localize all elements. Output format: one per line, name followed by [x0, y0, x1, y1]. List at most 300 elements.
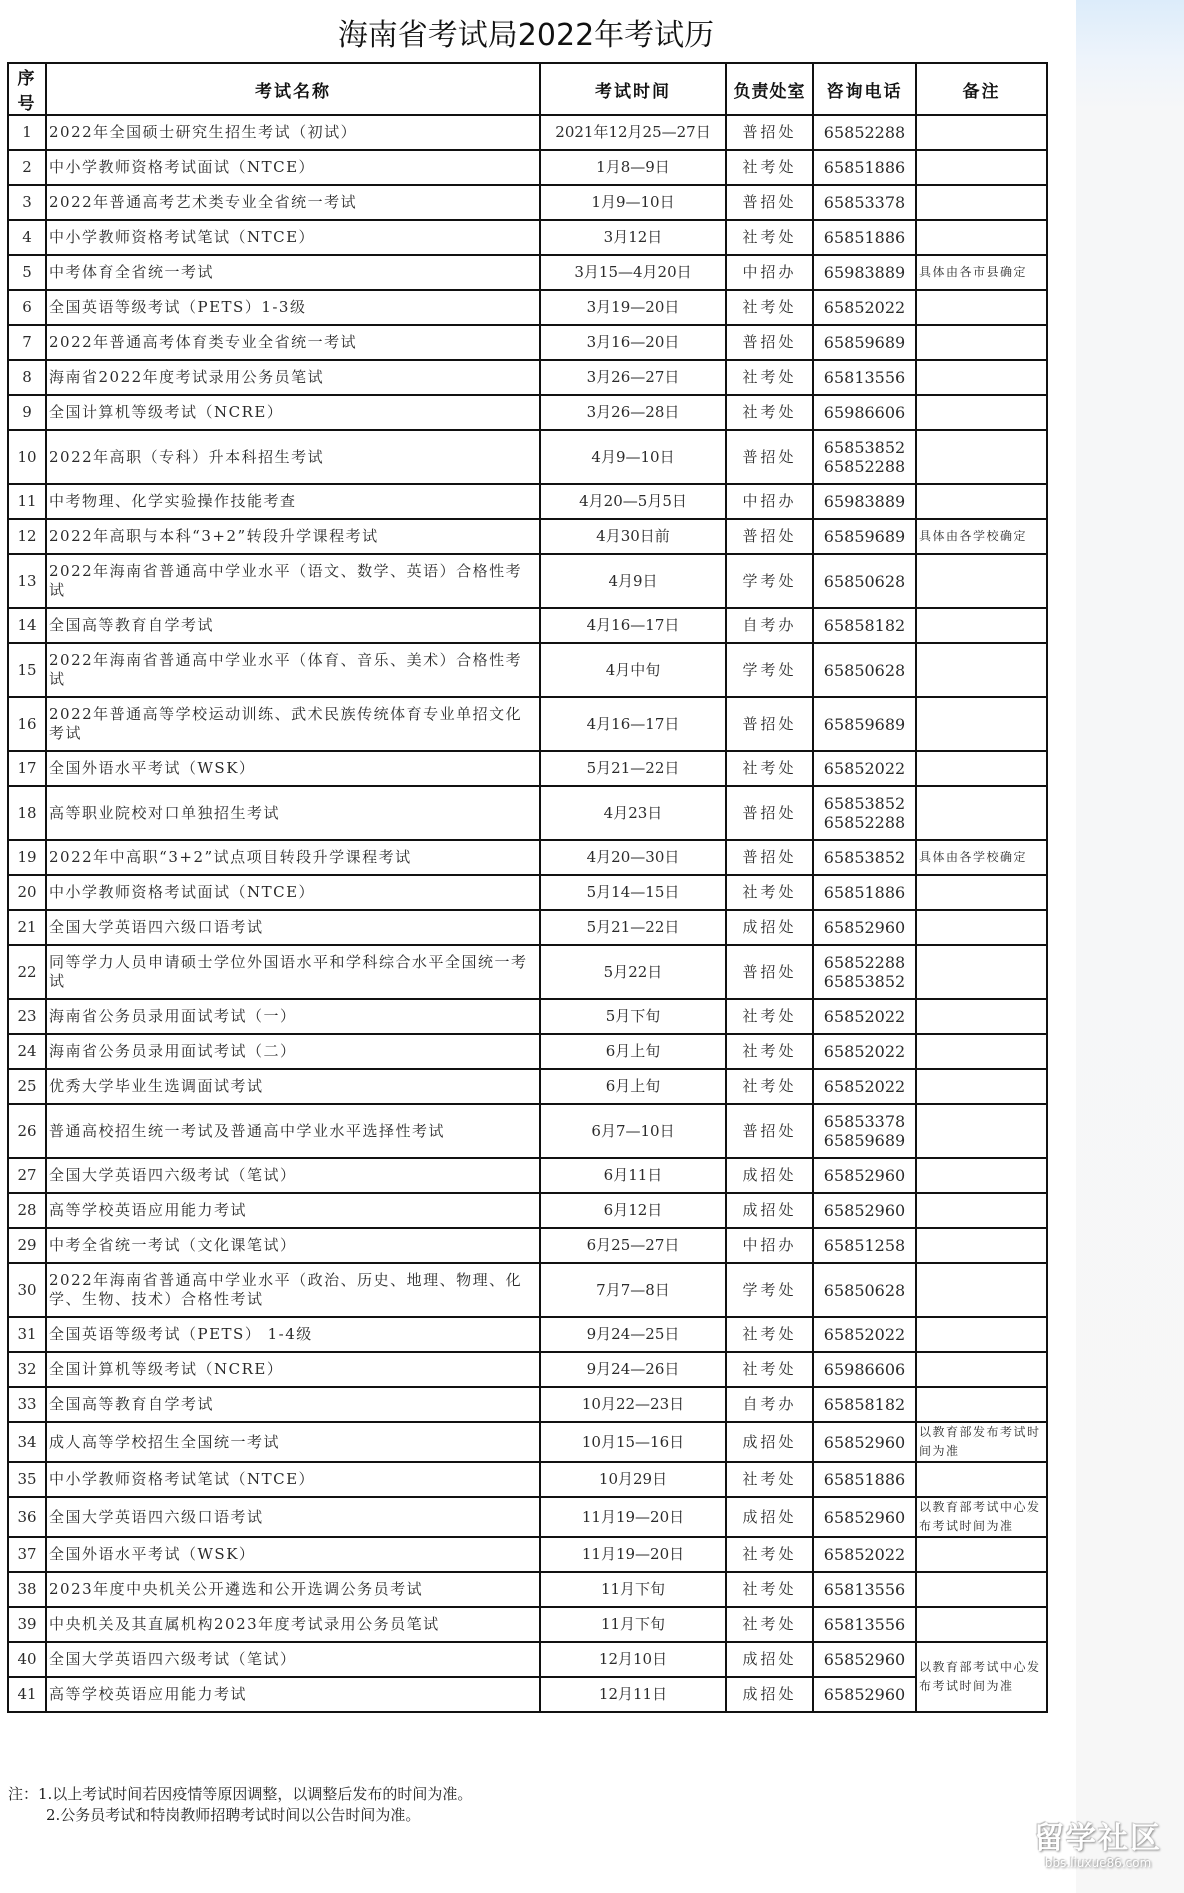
row-exam-name: 2022年普通高考艺术类专业全省统一考试 — [46, 185, 540, 220]
row-exam-time: 6月25—27日 — [540, 1228, 726, 1263]
table-row — [8, 1193, 1047, 1228]
row-seq: 40 — [8, 1642, 46, 1677]
row-exam-time: 6月11日 — [540, 1158, 726, 1193]
row-seq: 37 — [8, 1537, 46, 1572]
row-department: 普招处 — [726, 786, 813, 840]
phone-number: 65852288 — [823, 813, 906, 832]
row-seq: 30 — [8, 1263, 46, 1317]
row-remark — [916, 697, 1047, 751]
row-exam-name: 2023年度中央机关公开遴选和公开选调公务员考试 — [46, 1572, 540, 1607]
phone-number: 65859689 — [823, 1131, 906, 1150]
row-exam-name: 2022年海南省普通高中学业水平（体育、音乐、美术）合格性考试 — [46, 643, 540, 697]
phone-number: 65850628 — [823, 1280, 906, 1300]
row-exam-name: 2022年普通高考体育类专业全省统一考试 — [46, 325, 540, 360]
row-department: 自考办 — [726, 608, 813, 643]
row-seq: 26 — [8, 1104, 46, 1158]
phone-number: 65858182 — [823, 1395, 906, 1414]
row-department: 社考处 — [726, 1537, 813, 1572]
row-remark — [916, 999, 1047, 1034]
row-department: 普招处 — [726, 840, 813, 875]
table-row — [8, 999, 1047, 1034]
row-department: 社考处 — [726, 360, 813, 395]
row-exam-name: 中小学教师资格考试笔试（NTCE） — [46, 1462, 540, 1497]
row-phone — [813, 484, 916, 519]
row-phone — [813, 554, 916, 608]
page-title: 海南省考试局2022年考试历 — [337, 18, 715, 53]
phone-number: 65813556 — [823, 1580, 906, 1599]
row-seq: 23 — [8, 999, 46, 1034]
row-seq: 14 — [8, 608, 46, 643]
row-department: 普招处 — [726, 115, 813, 150]
row-phone — [813, 220, 916, 255]
watermark-logo-text: 留学社区 — [1034, 1821, 1162, 1856]
row-exam-time: 10月22—23日 — [540, 1387, 726, 1422]
row-exam-name: 高等学校英语应用能力考试 — [46, 1677, 540, 1712]
row-exam-time: 4月23日 — [540, 786, 726, 840]
row-phone — [813, 519, 916, 554]
row-remark — [916, 1158, 1047, 1193]
row-phone — [813, 290, 916, 325]
row-phone — [813, 840, 916, 875]
row-remark — [916, 1317, 1047, 1352]
row-exam-name: 2022年全国硕士研究生招生考试（初试） — [46, 115, 540, 150]
row-seq: 6 — [8, 290, 46, 325]
row-exam-time: 9月24—25日 — [540, 1317, 726, 1352]
table-row — [8, 185, 1047, 220]
table-row — [8, 519, 1047, 554]
phone-number: 65852022 — [823, 1545, 906, 1564]
row-exam-name: 全国大学英语四六级口语考试 — [46, 910, 540, 945]
row-exam-time: 6月上旬 — [540, 1069, 726, 1104]
table-row — [8, 840, 1047, 875]
row-seq: 16 — [8, 697, 46, 751]
row-exam-time: 3月26—27日 — [540, 360, 726, 395]
phone-number: 65852022 — [823, 1007, 906, 1026]
row-phone — [813, 1158, 916, 1193]
watermark-url: bbs.liuxue86.com — [1044, 1856, 1152, 1870]
row-exam-time: 9月24—26日 — [540, 1352, 726, 1387]
watermark — [1018, 1822, 1178, 1870]
row-exam-time: 5月21—22日 — [540, 751, 726, 786]
row-remark — [916, 910, 1047, 945]
row-phone — [813, 945, 916, 999]
row-phone — [813, 1034, 916, 1069]
side-panel — [1076, 0, 1184, 1893]
table-body — [8, 115, 1047, 1712]
row-remark — [916, 554, 1047, 608]
row-phone — [813, 875, 916, 910]
row-exam-name: 海南省公务员录用面试考试（二） — [46, 1034, 540, 1069]
row-phone — [813, 1193, 916, 1228]
row-remark — [916, 1228, 1047, 1263]
phone-number: 65852960 — [823, 1166, 906, 1185]
row-exam-name: 中小学教师资格考试面试（NTCE） — [46, 150, 540, 185]
row-seq: 17 — [8, 751, 46, 786]
row-seq: 8 — [8, 360, 46, 395]
phone-number: 65859689 — [823, 333, 906, 352]
row-remark — [916, 1034, 1047, 1069]
row-phone — [813, 1263, 916, 1317]
table-row — [8, 1422, 1047, 1462]
row-remark — [916, 220, 1047, 255]
phone-number: 65852288 — [823, 953, 906, 972]
row-remark — [916, 1537, 1047, 1572]
row-exam-time: 5月14—15日 — [540, 875, 726, 910]
row-seq: 33 — [8, 1387, 46, 1422]
row-exam-time: 4月16—17日 — [540, 608, 726, 643]
row-department: 学考处 — [726, 643, 813, 697]
phone-number: 65983889 — [823, 492, 906, 511]
row-exam-time: 3月26—28日 — [540, 395, 726, 430]
row-phone — [813, 360, 916, 395]
phone-number: 65813556 — [823, 1615, 906, 1634]
row-exam-time: 11月下旬 — [540, 1607, 726, 1642]
row-remark — [916, 1193, 1047, 1228]
exam-calendar-table — [7, 62, 1048, 1713]
row-phone — [813, 150, 916, 185]
row-remark — [916, 430, 1047, 484]
row-exam-time: 5月下旬 — [540, 999, 726, 1034]
column-header-name: 考试名称 — [46, 63, 540, 115]
phone-number: 65852960 — [823, 918, 906, 937]
row-exam-name: 普通高校招生统一考试及普通高中学业水平选择性考试 — [46, 1104, 540, 1158]
row-exam-name: 高等学校英语应用能力考试 — [46, 1193, 540, 1228]
phone-number: 65852022 — [823, 1325, 906, 1344]
phone-number: 65852288 — [823, 457, 906, 476]
row-exam-time: 10月29日 — [540, 1462, 726, 1497]
row-seq: 21 — [8, 910, 46, 945]
phone-number: 65852960 — [823, 1685, 906, 1704]
row-seq: 20 — [8, 875, 46, 910]
table-row — [8, 255, 1047, 290]
row-exam-name: 2022年高职（专科）升本科招生考试 — [46, 430, 540, 484]
row-exam-name: 成人高等学校招生全国统一考试 — [46, 1422, 540, 1462]
row-exam-time: 3月15—4月20日 — [540, 255, 726, 290]
row-department: 学考处 — [726, 1263, 813, 1317]
row-seq: 28 — [8, 1193, 46, 1228]
row-department: 社考处 — [726, 751, 813, 786]
row-exam-name: 中考全省统一考试（文化课笔试） — [46, 1228, 540, 1263]
row-department: 社考处 — [726, 395, 813, 430]
column-header-phone: 咨询电话 — [813, 63, 916, 115]
row-department: 社考处 — [726, 999, 813, 1034]
row-exam-time: 2021年12月25—27日 — [540, 115, 726, 150]
table-row — [8, 1497, 1047, 1537]
row-phone — [813, 1537, 916, 1572]
row-seq: 10 — [8, 430, 46, 484]
row-remark — [916, 751, 1047, 786]
row-exam-time: 4月16—17日 — [540, 697, 726, 751]
phone-number: 65859689 — [823, 527, 906, 546]
row-seq: 9 — [8, 395, 46, 430]
row-phone — [813, 1607, 916, 1642]
row-department: 普招处 — [726, 325, 813, 360]
row-exam-name: 全国英语等级考试（PETS）1-3级 — [46, 290, 540, 325]
row-phone — [813, 430, 916, 484]
column-header-time: 考试时间 — [540, 63, 726, 115]
row-phone — [813, 643, 916, 697]
row-seq: 7 — [8, 325, 46, 360]
footnote-2: 2.公务员考试和特岗教师招聘考试时间以公告时间为准。 — [46, 1806, 421, 1824]
row-phone — [813, 1642, 916, 1677]
row-seq: 22 — [8, 945, 46, 999]
row-exam-time: 3月19—20日 — [540, 290, 726, 325]
row-phone — [813, 185, 916, 220]
table-row — [8, 643, 1047, 697]
row-seq: 27 — [8, 1158, 46, 1193]
row-exam-time: 7月7—8日 — [540, 1263, 726, 1317]
row-department: 社考处 — [726, 875, 813, 910]
row-phone — [813, 608, 916, 643]
row-remark — [916, 1069, 1047, 1104]
phone-number: 65851886 — [823, 158, 906, 177]
row-remark — [916, 945, 1047, 999]
row-seq: 31 — [8, 1317, 46, 1352]
row-department: 成招处 — [726, 1642, 813, 1677]
row-phone — [813, 697, 916, 751]
row-exam-time: 6月上旬 — [540, 1034, 726, 1069]
row-exam-time: 4月20—5月5日 — [540, 484, 726, 519]
row-remark — [916, 185, 1047, 220]
row-seq: 13 — [8, 554, 46, 608]
row-exam-time: 6月12日 — [540, 1193, 726, 1228]
row-seq: 25 — [8, 1069, 46, 1104]
table-row — [8, 1387, 1047, 1422]
table-row — [8, 786, 1047, 840]
row-seq: 12 — [8, 519, 46, 554]
row-exam-name: 全国外语水平考试（WSK） — [46, 1537, 540, 1572]
phone-number: 65850628 — [823, 571, 906, 591]
row-remark — [916, 115, 1047, 150]
row-phone — [813, 1677, 916, 1712]
column-header-seq: 序号 — [8, 63, 46, 115]
row-remark — [916, 1572, 1047, 1607]
table-row — [8, 484, 1047, 519]
row-seq: 11 — [8, 484, 46, 519]
row-exam-name: 全国外语水平考试（WSK） — [46, 751, 540, 786]
row-department: 社考处 — [726, 1607, 813, 1642]
table-row — [8, 697, 1047, 751]
phone-number: 65858182 — [823, 616, 906, 635]
phone-number: 65853378 — [823, 193, 906, 212]
row-remark — [916, 1387, 1047, 1422]
row-exam-name: 全国大学英语四六级口语考试 — [46, 1497, 540, 1537]
row-phone — [813, 751, 916, 786]
row-exam-name: 高等职业院校对口单独招生考试 — [46, 786, 540, 840]
row-exam-name: 2022年海南省普通高中学业水平（语文、数学、英语）合格性考试 — [46, 554, 540, 608]
row-phone — [813, 786, 916, 840]
phone-number: 65986606 — [823, 403, 906, 422]
row-department: 社考处 — [726, 150, 813, 185]
row-phone — [813, 1462, 916, 1497]
row-remark — [916, 325, 1047, 360]
row-department: 社考处 — [726, 1317, 813, 1352]
phone-number: 65852960 — [823, 1201, 906, 1220]
table-row — [8, 150, 1047, 185]
row-exam-name: 2022年中高职“3+2”试点项目转段升学课程考试 — [46, 840, 540, 875]
row-exam-time: 1月8—9日 — [540, 150, 726, 185]
row-exam-name: 海南省公务员录用面试考试（一） — [46, 999, 540, 1034]
row-department: 普招处 — [726, 1104, 813, 1158]
row-department: 社考处 — [726, 1069, 813, 1104]
row-exam-time: 5月21—22日 — [540, 910, 726, 945]
row-exam-name: 全国高等教育自学考试 — [46, 1387, 540, 1422]
table-row — [8, 1263, 1047, 1317]
table-row — [8, 360, 1047, 395]
row-phone — [813, 1317, 916, 1352]
row-department: 成招处 — [726, 1158, 813, 1193]
phone-number: 65852960 — [823, 1507, 906, 1527]
row-department: 普招处 — [726, 697, 813, 751]
phone-number: 65852022 — [823, 1077, 906, 1096]
row-exam-time: 12月11日 — [540, 1677, 726, 1712]
row-exam-name: 中小学教师资格考试笔试（NTCE） — [46, 220, 540, 255]
row-department: 社考处 — [726, 1352, 813, 1387]
phone-number: 65850628 — [823, 660, 906, 680]
phone-number: 65852960 — [823, 1650, 906, 1669]
row-seq: 4 — [8, 220, 46, 255]
row-seq: 36 — [8, 1497, 46, 1537]
phone-number: 65853852 — [823, 794, 906, 813]
row-seq: 39 — [8, 1607, 46, 1642]
row-seq: 24 — [8, 1034, 46, 1069]
row-remark — [916, 1263, 1047, 1317]
phone-number: 65851886 — [823, 228, 906, 247]
column-header-dept: 负责处室 — [726, 63, 813, 115]
table-header-row — [8, 63, 1047, 115]
row-phone — [813, 1069, 916, 1104]
row-remark: 以教育部发布考试时间为准 — [916, 1422, 1047, 1462]
row-department: 普招处 — [726, 945, 813, 999]
row-seq: 5 — [8, 255, 46, 290]
row-seq: 18 — [8, 786, 46, 840]
row-department: 成招处 — [726, 1497, 813, 1537]
table-row — [8, 1537, 1047, 1572]
phone-number: 65853378 — [823, 1112, 906, 1131]
row-remark — [916, 1462, 1047, 1497]
row-exam-name: 中央机关及其直属机构2023年度考试录用公务员笔试 — [46, 1607, 540, 1642]
phone-number: 65853852 — [823, 438, 906, 457]
row-department: 成招处 — [726, 1677, 813, 1712]
row-exam-time: 3月16—20日 — [540, 325, 726, 360]
row-department: 自考办 — [726, 1387, 813, 1422]
row-remark — [916, 786, 1047, 840]
row-remark — [916, 608, 1047, 643]
row-remark — [916, 150, 1047, 185]
row-remark — [916, 395, 1047, 430]
row-exam-name: 全国高等教育自学考试 — [46, 608, 540, 643]
row-remark — [916, 875, 1047, 910]
row-exam-name: 全国大学英语四六级考试（笔试） — [46, 1158, 540, 1193]
table-row — [8, 608, 1047, 643]
row-exam-time: 3月12日 — [540, 220, 726, 255]
row-remark — [916, 643, 1047, 697]
phone-number: 65851886 — [823, 1470, 906, 1489]
phone-number: 65853852 — [823, 848, 906, 867]
row-department: 社考处 — [726, 1034, 813, 1069]
footnotes — [8, 1784, 472, 1826]
table-row — [8, 1462, 1047, 1497]
row-exam-name: 海南省2022年度考试录用公务员笔试 — [46, 360, 540, 395]
table-row — [8, 290, 1047, 325]
row-exam-name: 2022年海南省普通高中学业水平（政治、历史、地理、物理、化学、生物、技术）合格性考试 — [46, 1263, 540, 1317]
row-department: 中招办 — [726, 484, 813, 519]
table-row — [8, 1607, 1047, 1642]
row-exam-time: 11月19—20日 — [540, 1497, 726, 1537]
row-exam-time: 5月22日 — [540, 945, 726, 999]
row-department: 社考处 — [726, 1462, 813, 1497]
row-department: 学考处 — [726, 554, 813, 608]
phone-number: 65852022 — [823, 298, 906, 317]
row-exam-time: 4月9—10日 — [540, 430, 726, 484]
row-phone — [813, 1228, 916, 1263]
row-remark — [916, 360, 1047, 395]
table-row — [8, 910, 1047, 945]
phone-number: 65859689 — [823, 714, 906, 734]
row-department: 社考处 — [726, 220, 813, 255]
row-exam-time: 11月19—20日 — [540, 1537, 726, 1572]
row-exam-name: 中考体育全省统一考试 — [46, 255, 540, 290]
row-seq: 3 — [8, 185, 46, 220]
row-exam-time: 4月30日前 — [540, 519, 726, 554]
row-remark: 以教育部考试中心发布考试时间为准 — [916, 1642, 1047, 1712]
row-department: 社考处 — [726, 1572, 813, 1607]
row-remark: 具体由各学校确定 — [916, 519, 1047, 554]
table-row — [8, 751, 1047, 786]
table-row — [8, 875, 1047, 910]
table-row — [8, 430, 1047, 484]
row-seq: 35 — [8, 1462, 46, 1497]
table-row — [8, 220, 1047, 255]
row-exam-name: 全国英语等级考试（PETS） 1-4级 — [46, 1317, 540, 1352]
row-remark: 以教育部考试中心发布考试时间为准 — [916, 1497, 1047, 1537]
table-row — [8, 945, 1047, 999]
footnote-1: 注：1.以上考试时间若因疫情等原因调整，以调整后发布的时间为准。 — [8, 1785, 473, 1803]
phone-number: 65986606 — [823, 1360, 906, 1379]
phone-number: 65983889 — [823, 263, 906, 282]
row-exam-name: 全国计算机等级考试（NCRE） — [46, 395, 540, 430]
row-seq: 32 — [8, 1352, 46, 1387]
row-phone — [813, 1387, 916, 1422]
row-exam-name: 2022年高职与本科“3+2”转段升学课程考试 — [46, 519, 540, 554]
row-seq: 34 — [8, 1422, 46, 1462]
table-row — [8, 1228, 1047, 1263]
row-phone — [813, 395, 916, 430]
table-row — [8, 1572, 1047, 1607]
phone-number: 65853852 — [823, 972, 906, 991]
row-remark — [916, 1352, 1047, 1387]
row-phone — [813, 910, 916, 945]
phone-number: 65813556 — [823, 368, 906, 387]
phone-number: 65851886 — [823, 883, 906, 902]
row-exam-time: 10月15—16日 — [540, 1422, 726, 1462]
row-department: 中招办 — [726, 255, 813, 290]
row-exam-time: 6月7—10日 — [540, 1104, 726, 1158]
phone-number: 65852022 — [823, 759, 906, 778]
row-phone — [813, 115, 916, 150]
table-row — [8, 1317, 1047, 1352]
row-department: 成招处 — [726, 1193, 813, 1228]
row-exam-name: 全国大学英语四六级考试（笔试） — [46, 1642, 540, 1677]
table-row — [8, 1642, 1047, 1677]
row-remark: 具体由各市县确定 — [916, 255, 1047, 290]
row-exam-time: 1月9—10日 — [540, 185, 726, 220]
row-seq: 29 — [8, 1228, 46, 1263]
row-seq: 38 — [8, 1572, 46, 1607]
column-header-remark: 备注 — [916, 63, 1047, 115]
row-exam-name: 优秀大学毕业生选调面试考试 — [46, 1069, 540, 1104]
row-exam-name: 全国计算机等级考试（NCRE） — [46, 1352, 540, 1387]
